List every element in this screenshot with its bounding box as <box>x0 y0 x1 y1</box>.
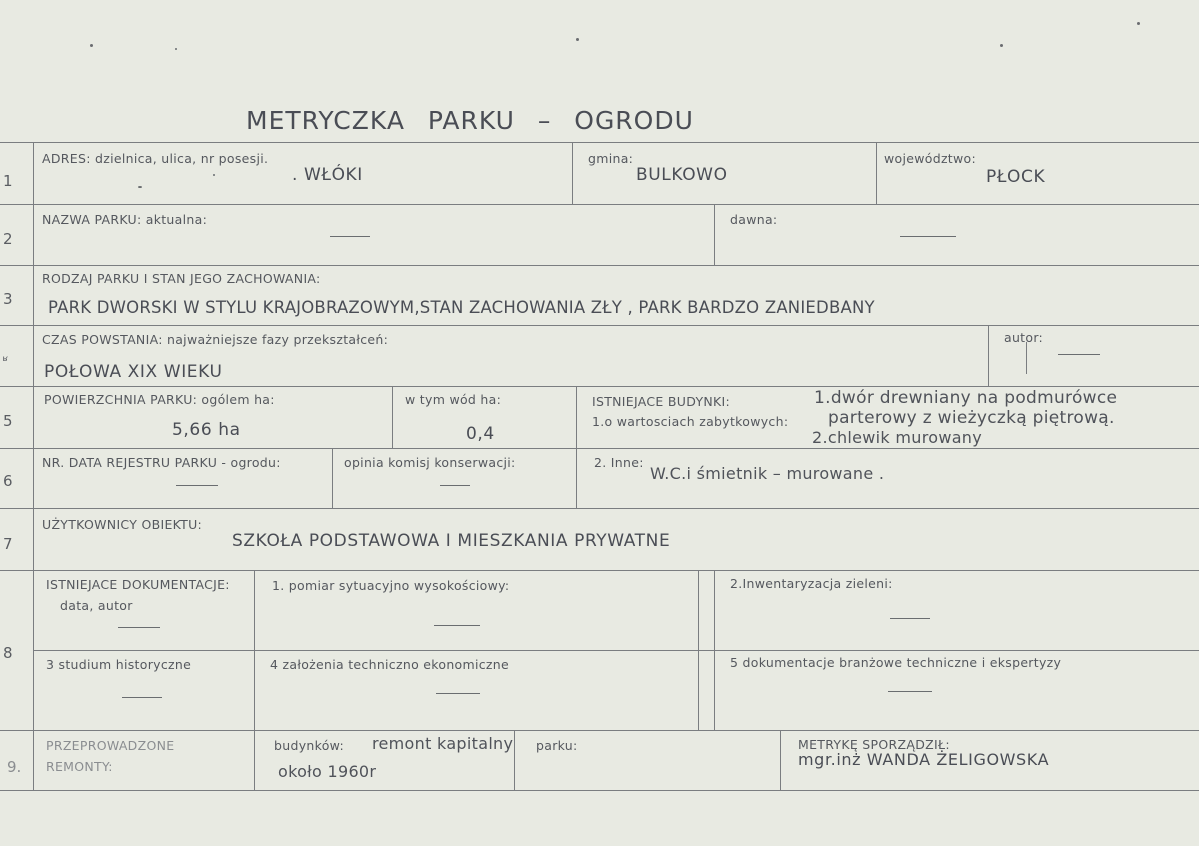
users-label: UŻYTKOWNICY OBIEKTU: <box>42 517 203 532</box>
empty-mark <box>1026 342 1027 374</box>
row-number: 5 <box>3 412 13 430</box>
cell-divider <box>780 730 781 790</box>
voivodeship-value: PŁOCK <box>986 167 1046 187</box>
row-number: 7 <box>3 535 13 553</box>
row-divider <box>34 650 1199 651</box>
paper-speck <box>213 174 215 176</box>
record-author-value: mgr.inż WANDA ŻELIGOWSKA <box>798 750 1050 769</box>
address-value: . WŁÓKI <box>292 165 363 185</box>
gmina-value: BULKOWO <box>636 165 728 185</box>
author-label: autor: <box>1004 330 1044 345</box>
gmina-label: gmina: <box>588 151 634 166</box>
cell-divider <box>514 730 515 790</box>
conservation-opinion-label: opinia komisj konserwacji: <box>344 455 516 470</box>
register-label: NR. DATA REJESTRU PARKU - ogrodu: <box>42 455 281 470</box>
row-divider <box>0 730 1199 731</box>
row-number: 3 <box>3 290 13 308</box>
empty-dash <box>118 627 160 628</box>
empty-dash <box>434 625 480 626</box>
row-number: 9. <box>7 758 22 776</box>
cell-divider <box>988 325 989 386</box>
water-area-value: 0,4 <box>466 424 495 444</box>
documentation-label: ISTNIEJACE DOKUMENTACJE: <box>46 577 230 592</box>
buildings-line1: 1.dwór drewniany na podmurówce <box>814 388 1118 408</box>
documentation-sublabel: data, autor <box>60 598 133 613</box>
greenery-inventory-label: 2.Inwentaryzacja zieleni: <box>730 576 893 591</box>
cell-divider <box>876 142 877 204</box>
paper-speck <box>1000 44 1003 47</box>
survey-label: 1. pomiar sytuacyjno wysokościowy: <box>272 578 510 593</box>
row-divider <box>0 386 1199 387</box>
area-value: 5,66 ha <box>172 420 241 440</box>
creation-time-value: POŁOWA XIX WIEKU <box>44 362 223 382</box>
cell-divider <box>572 142 573 204</box>
buildings-label: ISTNIEJACE BUDYNKI: <box>592 394 731 409</box>
record-author-label: METRYKĘ SPORZĄDZIŁ: <box>798 737 950 752</box>
former-name-label: dawna: <box>730 212 778 227</box>
cell-divider <box>332 448 333 508</box>
paper-speck <box>175 48 177 50</box>
users-value: SZKOŁA PODSTAWOWA I MIESZKANIA PRYWATNE <box>232 531 671 551</box>
buildings-renovation-label: budynków: <box>274 738 345 753</box>
row-divider <box>0 325 1199 326</box>
row-divider <box>0 570 1199 571</box>
row-divider <box>0 448 1199 449</box>
voivodeship-label: województwo: <box>884 151 976 166</box>
cell-divider <box>698 570 699 730</box>
buildings-line2: parterowy z wieżyczką piętrową. <box>828 408 1115 428</box>
buildings-line3: 2.chlewik murowany <box>812 428 983 447</box>
other-buildings-value: W.C.i śmietnik – murowane . <box>650 464 885 483</box>
technical-assumptions-label: 4 założenia techniczno ekonomiczne <box>270 657 509 672</box>
row-number: 8 <box>3 644 13 662</box>
empty-dash <box>900 236 956 237</box>
paper-speck <box>1137 22 1140 25</box>
row-number: ʶ <box>3 352 9 370</box>
buildings-sublabel: 1.o wartosciach zabytkowych: <box>592 414 789 429</box>
water-area-label: w tym wód ha: <box>405 392 502 407</box>
empty-dash <box>890 618 930 619</box>
row-divider <box>0 508 1199 509</box>
cell-divider <box>714 204 715 265</box>
industry-docs-label: 5 dokumentacje branżowe techniczne i ekspertyzy <box>730 655 1062 670</box>
cell-divider <box>254 730 255 790</box>
empty-dash <box>1058 354 1100 355</box>
cell-divider <box>254 570 255 730</box>
row-number: 6 <box>3 472 13 490</box>
buildings-renovation-value: remont kapitalny <box>372 734 514 753</box>
empty-dash <box>888 691 932 692</box>
paper-speck <box>90 44 93 47</box>
cell-divider <box>392 386 393 448</box>
cell-divider <box>714 570 715 730</box>
paper-speck <box>576 38 579 41</box>
park-type-label: RODZAJ PARKU I STAN JEGO ZACHOWANIA: <box>42 271 321 286</box>
renovation-date-value: około 1960r <box>278 762 377 781</box>
creation-time-label: CZAS POWSTANIA: najważniejsze fazy przekształceń: <box>42 332 389 347</box>
empty-dash <box>122 697 162 698</box>
area-label: POWIERZCHNIA PARKU: ogólem ha: <box>44 392 275 407</box>
row-divider <box>0 204 1199 205</box>
park-type-value: PARK DWORSKI W STYLU KRAJOBRAZOWYM,STAN ZACHOWANIA ZŁY , PARK BARDZO ZANIEDBANY <box>48 298 875 317</box>
number-column-divider <box>33 142 34 790</box>
row-divider <box>0 265 1199 266</box>
row-number: 1 <box>3 172 13 190</box>
park-name-label: NAZWA PARKU: aktualna: <box>42 212 208 227</box>
other-buildings-label: 2. Inne: <box>594 455 644 470</box>
empty-dash <box>176 485 218 486</box>
historical-study-label: 3 studium historyczne <box>46 657 192 672</box>
row-number: 2 <box>3 230 13 248</box>
renovations-label: PRZEPROWADZONE <box>46 738 175 753</box>
row-divider <box>0 790 1199 791</box>
address-label: ADRES: dzielnica, ulica, nr posesji. <box>42 151 269 166</box>
paper-speck <box>138 186 142 188</box>
empty-dash <box>440 485 470 486</box>
row-divider <box>0 142 1199 143</box>
cell-divider <box>576 386 577 508</box>
renovations-label-2: REMONTY: <box>46 759 113 774</box>
page-title: METRYCZKA PARKU – OGRODU <box>246 106 694 135</box>
park-renovation-label: parku: <box>536 738 578 753</box>
empty-dash <box>436 693 480 694</box>
empty-dash <box>330 236 370 237</box>
